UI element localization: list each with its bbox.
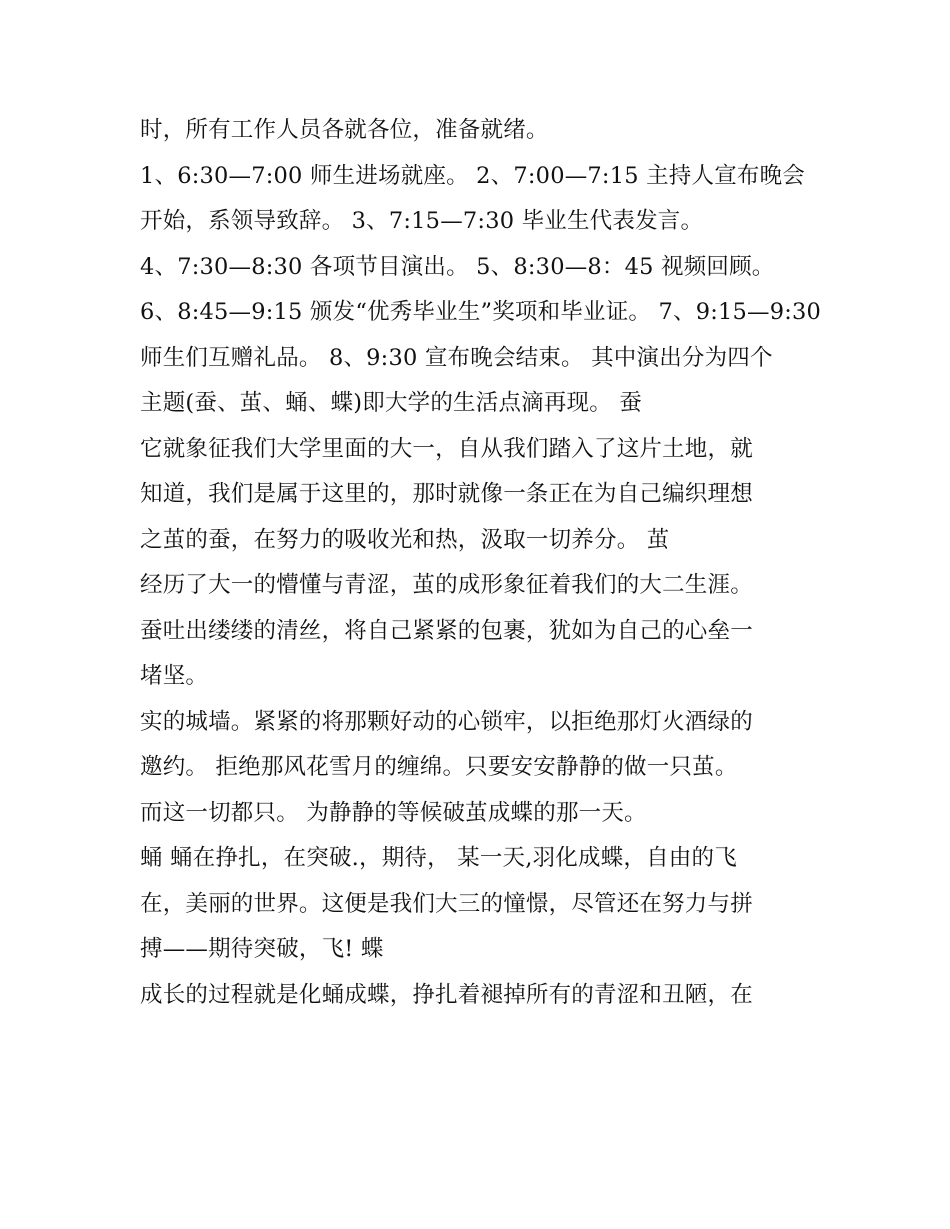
text-line: 搏——期待突破，飞! 蝶: [140, 936, 384, 962]
text-line: 之茧的蚕，在努力的吸收光和热，汲取一切养分。 茧: [140, 526, 670, 553]
text-line: 蛹 蛹在挣扎，在突破.，期待， 某一天,羽化成蝶，自由的飞: [140, 845, 737, 871]
text-line: 经历了大一的懵懂与青涩，茧的成形象征着我们的大二生涯。: [140, 572, 753, 598]
text-line: 堵坚。: [140, 663, 209, 689]
text-line: 而这一切都只。 为静静的等候破茧成蝶的那一天。: [140, 799, 647, 826]
text-line: 知道，我们是属于这里的，那时就像一条正在为自己编织理想: [140, 481, 753, 507]
body-text: [140, 108, 820, 1018]
text-line: 6、8:45—9:15 颁发“优秀毕业生”奖项和毕业证。 7、9:15—9:30: [140, 299, 822, 325]
text-line: 时，所有工作人员各就各位，准备就绪。: [140, 117, 549, 143]
text-line: 成长的过程就是化蛹成蝶，挣扎着褪掉所有的青涩和丑陋，在: [140, 981, 753, 1008]
text-line: 蚕吐出缕缕的清丝，将自己紧紧的包裹，犹如为自己的心垒一: [140, 617, 753, 644]
text-line: 4、7:30—8:30 各项节目演出。 5、8:30—8：45 视频回顾。: [140, 253, 775, 280]
text-line: 实的城墙。紧紧的将那颗好动的心锁牢，以拒绝那灯火酒绿的: [140, 708, 753, 735]
text-line: 它就象征我们大学里面的大一，自从我们踏入了这片土地，就: [140, 435, 753, 462]
text-line: 1、6:30—7:00 师生进场就座。 2、7:00—7:15 主持人宣布晚会: [140, 162, 805, 189]
text-line: 师生们互赠礼品。 8、9:30 宣布晚会结束。 其中演出分为四个: [140, 344, 773, 371]
text-line: 邀约。 拒绝那风花雪月的缠绵。只要安安静静的做一只茧。: [140, 754, 738, 780]
text-line: 在，美丽的世界。这便是我们大三的憧憬，尽管还在努力与拼: [140, 890, 753, 917]
text-line: 主题(蚕、茧、蛹、蝶)即大学的生活点滴再现。 蚕: [140, 390, 643, 416]
text-line: 开始，系领导致辞。 3、7:15—7:30 毕业生代表发言。: [140, 208, 704, 234]
